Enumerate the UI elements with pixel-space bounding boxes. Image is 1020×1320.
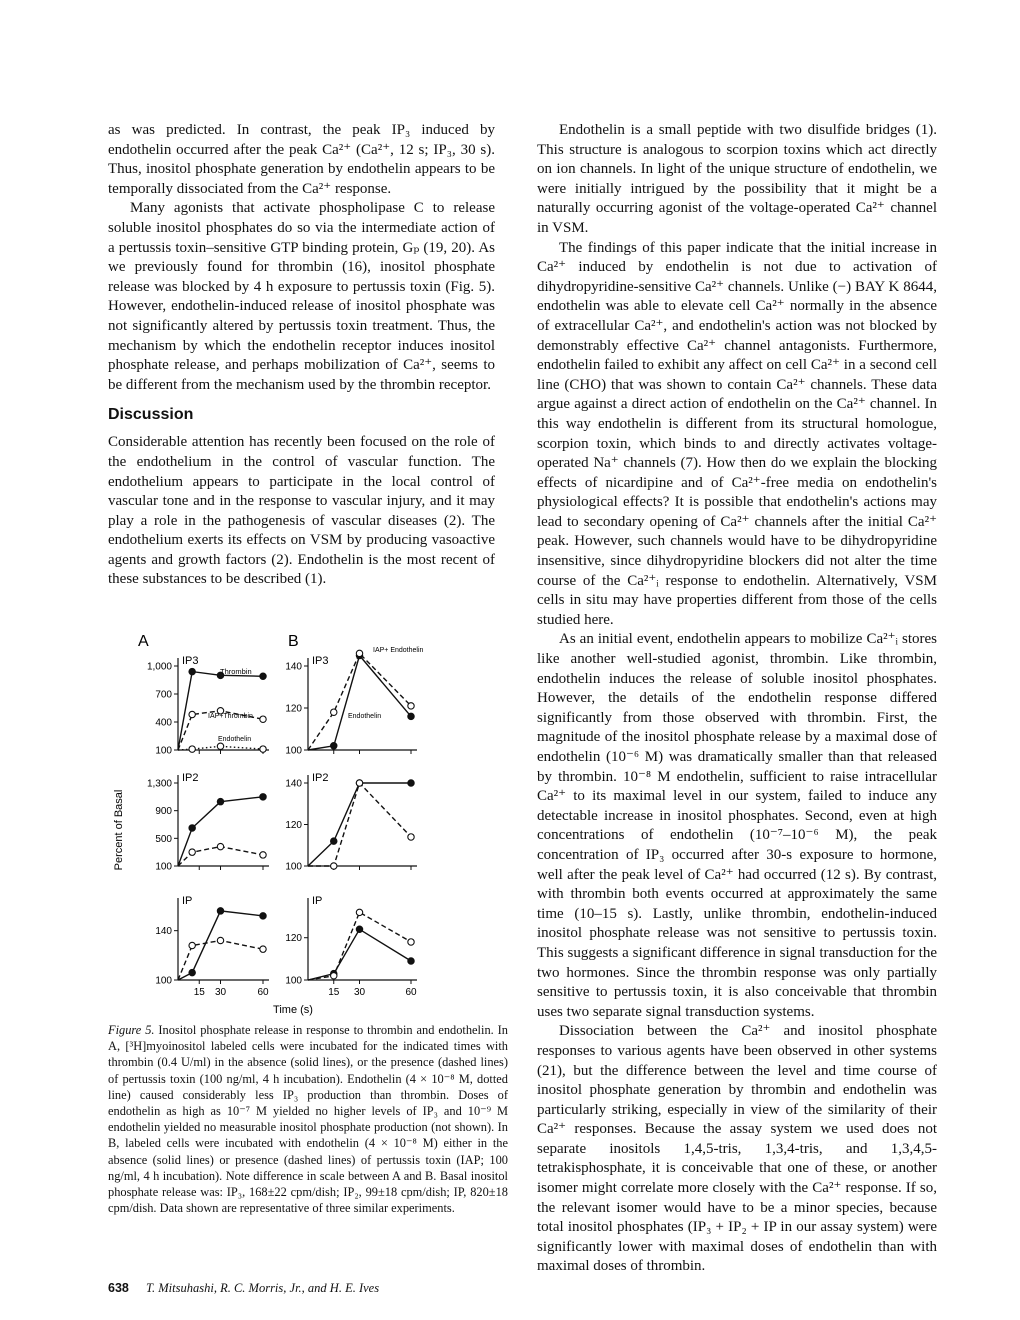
y-tick-label: 120 [285,820,302,831]
y-tick-label: 140 [155,926,172,938]
x-axis-label: Time (s) [273,1004,313,1016]
x-tick-label: 30 [214,987,227,998]
data-point [189,746,195,752]
series-line [308,783,411,866]
data-point [260,716,266,722]
data-point [217,937,223,943]
series-line [308,929,411,980]
y-tick-label: 100 [285,861,302,873]
y-tick-label: 100 [155,745,172,757]
subplot-title: IP2 [312,772,329,784]
y-tick-label: 140 [285,778,302,790]
annotation-label: IAP+Thrombin [208,713,253,720]
subplot-title: IP [182,895,193,907]
y-tick-label: 120 [285,933,302,945]
data-point [356,926,362,932]
data-point [189,668,195,674]
running-authors: T. Mitsuhashi, R. C. Morris, Jr., and H. E. Ives [145,1281,380,1295]
data-point [217,798,223,804]
y-tick-label: 1,000 [146,661,172,673]
annotation-label: Endothelin [348,713,382,720]
data-point [260,913,266,919]
y-tick-label: 700 [155,689,172,701]
page-footer [108,1281,379,1296]
subplot-title: IP [312,895,323,907]
data-point [408,703,414,709]
paragraph: The findings of this paper indicate that the initial increase in Ca²⁺ induced by endothelin is not due to activation of dihydropyridine-sensitive Ca²⁺ channels. Unlike (−) BAY K 8644, endothelin was able to elevate cell Ca²⁺ normally in the absence of extracellular Ca²⁺, and endothelin's action was not blocked by demonstrably effective Ca²⁺ channel antagonists. Furthermore, endothelin failed to exhibit any affect on cell Ca²⁺ in a second cell line (CHO) that was shown to contain Ca²⁺ channels. These data argue against a direct action of endothelin on the Ca²⁺ channel. In this way endothelin is different from its structural homologue, scorpion toxin, which binds to and directly activates voltage-operated Na⁺ channels (7). How then do we explain the blocking effects of nicardipine and of Ca²⁺-free media on endothelin's physiological effects? It is possible that endothelin's actions may lead to secondary opening of Ca²⁺ channels after the initial Ca²⁺ peak. However, such channels would have to be dihydropyridine insensitive, since dihydropyridine blockers did not alter the time course of the Ca²⁺ᵢ response to endothelin. Alternatively, VSM cells in situ may have properties different from those of the cells studied here. [537,239,937,628]
data-point [260,946,266,952]
series-line [308,783,411,866]
data-point [260,673,266,679]
y-tick-label: 140 [285,661,302,673]
x-tick-label: 60 [257,987,269,998]
paragraph: Dissociation between the Ca²⁺ and inositol phosphate responses to various agents have been observed in other systems (21), but the difference between the level and time course of inositol phosphate generation by thrombin and endothelin was particularly striking, especially in view of the similarity of their Ca²⁺ responses. Because the assay system we used does not separate inositols 1,4,5-tris, 1,3,4-tris, and 1,3,4,5-tetrakisphosphate, it is conceivable that one of these, or another isomer might correlate more closely with the Ca²⁺ response. If so, the relevant isomer would have to be a minor species, because total inositol phosphates (IP₃ + IP₂ + IP in our assay system) were significantly lower with maximal doses of endothelin than with maximal doses of thrombin. [537,1023,937,1275]
y-tick-label: 100 [155,861,172,873]
data-point [217,743,223,749]
data-point [408,834,414,840]
data-point [189,849,195,855]
x-tick-label: 15 [328,987,340,998]
data-point [356,650,362,656]
data-point [408,780,414,786]
data-point [260,852,266,858]
data-point [408,958,414,964]
data-point [356,780,362,786]
paragraph: As an initial event, endothelin appears to mobilize Ca²⁺ᵢ stores like another well-studied agonist, thrombin. Like thrombin, endothelin induces the release of soluble inositol phosphates. However, the details of the endothelin response differed significantly from those observed with thrombin. First, the magnitude of the inositol phosphate release by a maximal dose of endothelin (10⁻⁶ M) was dramatically smaller than that released by thrombin. 10⁻⁸ M endothelin, sufficient to raise intracellular Ca²⁺ to its maximal level in our system, failed to induce any detectable increase in inositol phosphates. Second, even at high concentrations of endothelin (10⁻⁷–10⁻⁶ M), the peak concentration of IP₃ occurred after 30-s exposure to hormone, well after the peak level of Ca²⁺ had occurred (12 s). By contrast, with thrombin both events occurred at approximately the same time (10–15 s). Lastly, unlike thrombin, endothelin-induced inositol phosphate release was not sensitive to pertussis toxin. This suggests a significant difference in signal transduction for the two hormones. Since the thrombin response was only partially sensitive to pertussis toxin, it is also conceivable that thrombin uses two separate signal transduction systems. [537,631,937,1020]
section-heading-discussion: Discussion [108,406,194,424]
paragraph: Many agonists that activate phospholipase C to release soluble inositol phosphates do so via the intermediate action of a pertussis toxin–sensitive GTP binding protein, Gₚ (19, 20). As we previously found for thrombin (16), inositol phosphate release was blocked by 4 h exposure to pertussis toxin (Fig. 5). However, endothelin-induced release of inositol phosphate was not significantly altered by pertussis toxin treatment. Thus, the mechanism by which the endothelin receptor induces inositol phosphate release, and perhaps mobilization of Ca²⁺, seems to be different from the mechanism used by the thrombin receptor. [108,200,495,393]
figure-caption-text: Inositol phosphate release in response to thrombin and endothelin. In A, [³H]myoinositol labeled cells were incubated for the indicated times with thrombin (0.4 U/ml) in the absence (solid lines), or the presence (dashed lines) of pertussis toxin (100 ng/ml, 4 h incubation). Endothelin (4 × 10⁻⁸ M, dotted line) caused considerably less IP₃ production than thrombin. Doses of endothelin as high as 10⁻⁷ M yielded no higher levels of IP₃ and 10⁻⁹ M endothelin yielded no measurable inositol phosphate production (not shown). In B, labeled cells were incubated with endothelin (4 × 10⁻⁸ M) either in the absence (solid lines) or presence (dashed lines) of pertussis toxin (IAP; 100 ng/ml, 4 h incubation). Note difference in scale between A and B. Basal inositol phosphate release was: IP₃, 168±22 cpm/dish; IP₂, 99±18 cpm/dish; IP, 820±18 cpm/dish. Data shown are representative of three similar experiments. [108,1023,508,1216]
data-point [408,939,414,945]
data-point [331,973,337,979]
data-point [189,825,195,831]
figure-caption [108,1022,508,1216]
subplot-title: IP3 [312,655,329,667]
data-point [408,713,414,719]
right-column [537,121,937,1277]
y-tick-label: 900 [155,806,172,818]
x-tick-label: 60 [405,987,417,998]
figure-caption-label: Figure 5. [108,1023,155,1037]
data-point [356,909,362,915]
y-tick-label: 500 [155,833,172,845]
left-column [108,121,495,590]
figure-5 [108,630,508,1018]
y-tick-label: 100 [285,745,302,757]
series-line [308,653,411,750]
data-point [217,843,223,849]
data-point [189,942,195,948]
y-tick-label: 100 [155,975,172,987]
panel-label-a: A [138,633,149,650]
data-point [331,863,337,869]
x-tick-label: 15 [193,987,205,998]
subplot-title: IP3 [182,655,199,667]
x-tick-label: 30 [353,987,366,998]
series-line [308,656,411,751]
annotation-label: Thrombin [220,667,252,676]
y-tick-label: 100 [285,975,302,987]
data-point [260,746,266,752]
annotation-label: IAP+ Endothelin [373,647,424,654]
series-line [308,912,411,980]
data-point [189,711,195,717]
y-axis-label: Percent of Basal [113,789,125,871]
data-point [260,794,266,800]
data-point [331,838,337,844]
y-tick-label: 1,300 [146,778,172,790]
annotation-label: Endothelin [218,736,252,743]
subplot-title: IP2 [182,772,199,784]
y-tick-label: 400 [155,717,172,729]
paragraph: Endothelin is a small peptide with two disulfide bridges (1). This structure is analogous to scorpion toxins which act directly on ion channels. In light of the unique structure of endothelin, we were initially intrigued by the possibility that it might be a naturally occurring agonist of the voltage-operated Ca²⁺ channel in VSM. [537,122,937,236]
page-number: 638 [108,1281,129,1295]
data-point [331,709,337,715]
figure-5-plot [108,630,508,1018]
paragraph: as was predicted. In contrast, the peak IP₃ induced by endothelin occurred after the peak Ca²⁺ (Ca²⁺, 12 s; IP₃, 30 s). Thus, inositol phosphate generation by endothelin appears to be temporally dissociated from the Ca²⁺ response. [108,122,495,197]
data-point [217,908,223,914]
panel-label-b: B [288,633,299,650]
paragraph: Considerable attention has recently been focused on the role of the endothelium in the control of vascular function. The endothelium appears to participate in the local control of vascular tone and in the response to vascular injury, and it may play a role in the pathogenesis of vascular diseases (2). The endothelium exerts its effects on VSM by producing vasoactive agents and growth factors (2). Endothelin is the most recent of these substances to be described (1). [108,434,495,588]
y-tick-label: 120 [285,703,302,715]
data-point [189,969,195,975]
data-point [331,743,337,749]
